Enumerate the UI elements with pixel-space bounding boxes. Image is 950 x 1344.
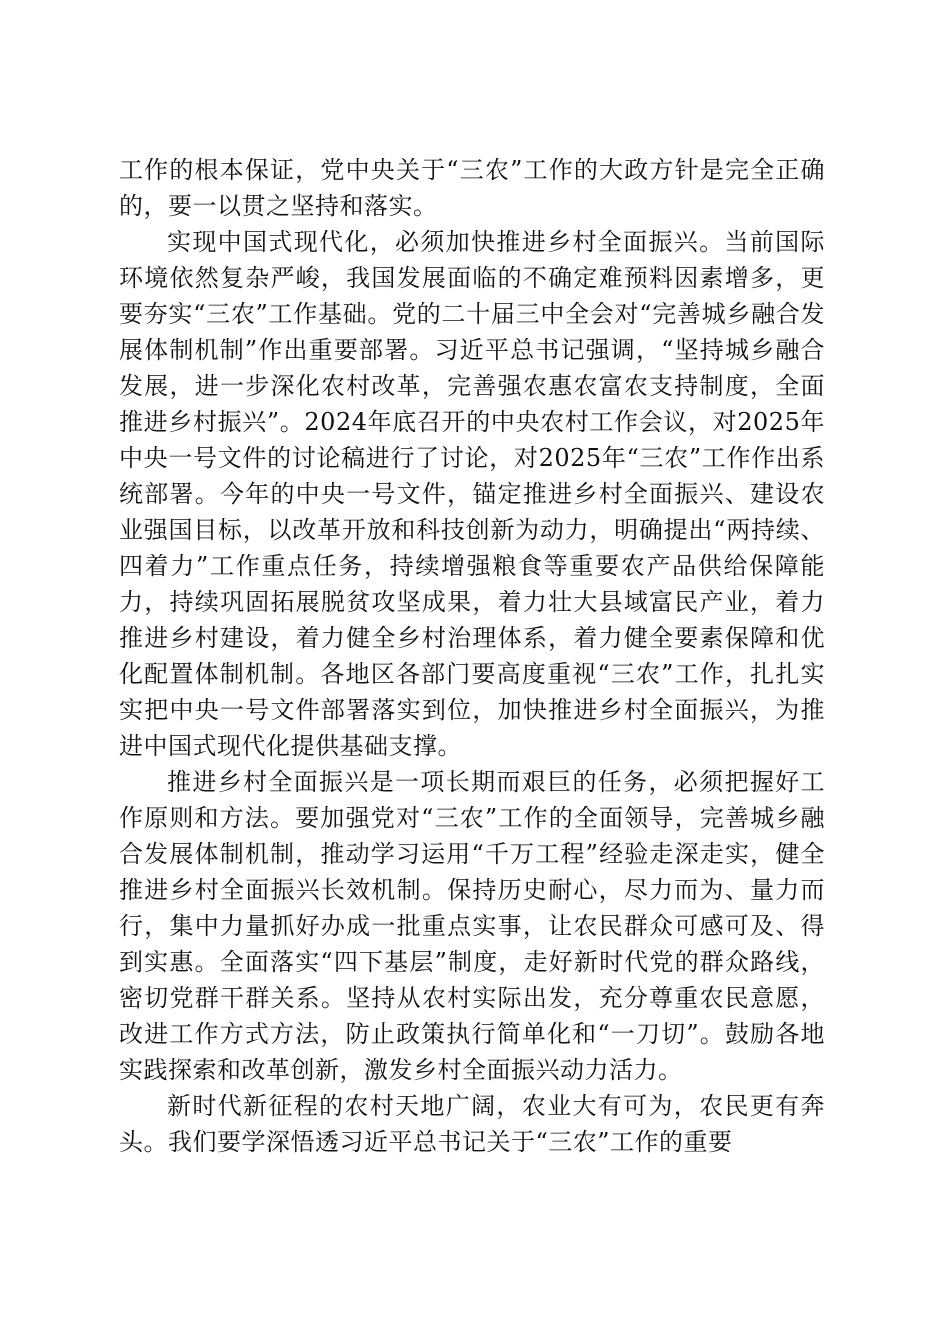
document-body	[119, 152, 825, 1160]
paragraph-4: 新时代新征程的农村天地广阔，农业大有可为，农民更有奔头。我们要学深悟透习近平总书记关于“三农”工作的重要	[119, 1092, 825, 1156]
paragraph-1: 工作的根本保证，党中央关于“三农”工作的大政方针是完全正确的，要一以贯之坚持和落实。	[119, 156, 825, 220]
paragraph-3: 推进乡村全面振兴是一项长期而艰巨的任务，必须把握好工作原则和方法。要加强党对“三农”工作的全面领导，完善城乡融合发展体制机制，推动学习运用“千万工程”经验走深走实，健全推进乡村全面振兴长效机制。保持历史耐心，尽力而为、量力而行，集中力量抓好办成一批重点实事，让农民群众可感可及、得到实惠。全面落实“四下基层”制度，走好新时代党的群众路线，密切党群干群关系。坚持从农村实际出发，充分尊重农民意愿，改进工作方式方法，防止政策执行简单化和“一刀切”。鼓励各地实践探索和改革创新，激发乡村全面振兴动力活力。	[119, 768, 825, 1084]
paragraph-2: 实现中国式现代化，必须加快推进乡村全面振兴。当前国际环境依然复杂严峻，我国发展面临的不确定难预料因素增多，更要夯实“三农”工作基础。党的二十届三中全会对“完善城乡融合发展体制机制”作出重要部署。习近平总书记强调，“坚持城乡融合发展，进一步深化农村改革，完善强农惠农富农支持制度，全面推进乡村振兴”。2024年底召开的中央农村工作会议，对2025年中央一号文件的讨论稿进行了讨论，对2025年“三农”工作作出系统部署。今年的中央一号文件，锚定推进乡村全面振兴、建设农业强国目标，以改革开放和科技创新为动力，明确提出“两持续、四着力”工作重点任务，持续增强粮食等重要农产品供给保障能力，持续巩固拓展脱贫攻坚成果，着力壮大县域富民产业，着力推进乡村建设，着力健全乡村治理体系，着力健全要素保障和优化配置体制机制。各地区各部门要高度重视“三农”工作，扎扎实实把中央一号文件部署落实到位，加快推进乡村全面振兴，为推进中国式现代化提供基础支撑。	[119, 228, 825, 760]
